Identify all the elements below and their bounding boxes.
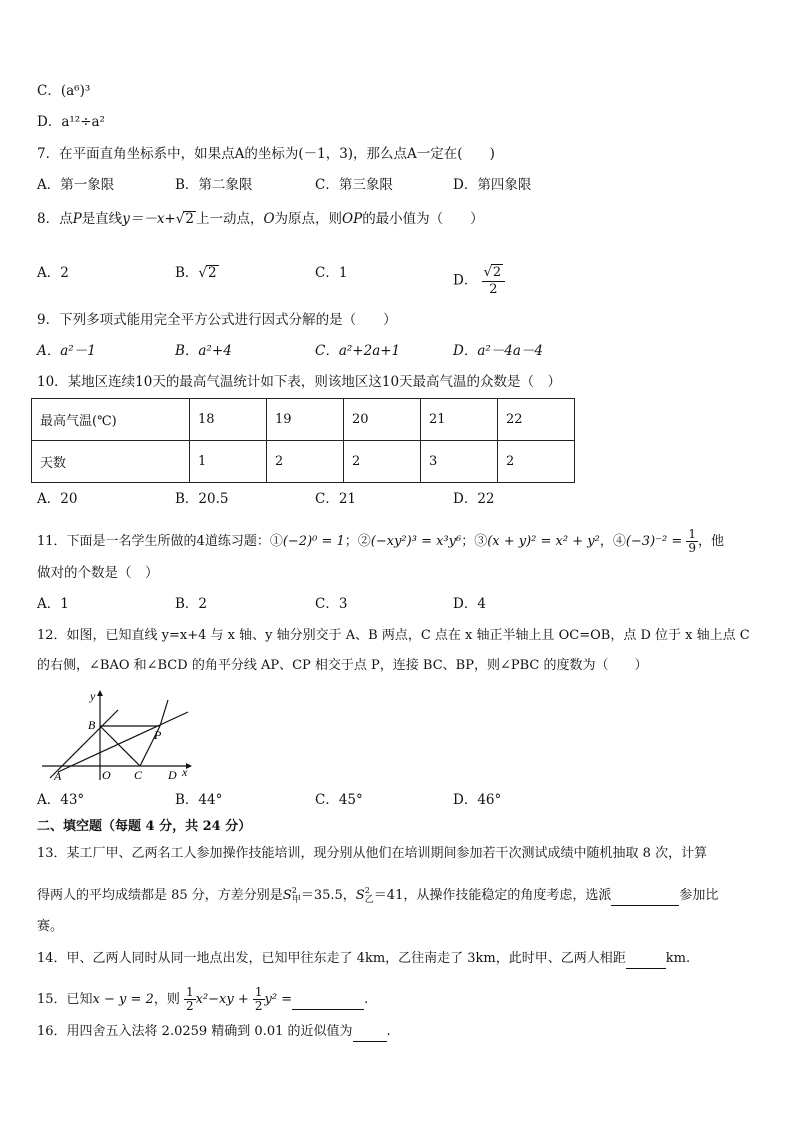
q14-stem: 14．甲、乙两人同时从同一地点出发，已知甲往东走了 4km，乙往南走了 3km，此时甲、乙两人相距 km.	[37, 950, 690, 969]
q6-option-d: D．a¹²÷a²	[37, 114, 105, 130]
q8-option-d: D． $\frac{√2}{2}$	[453, 264, 505, 298]
table-cell: 最高气温(℃)	[32, 399, 190, 441]
table-cell: 19	[267, 399, 344, 441]
q11-stem: 11．下面是一名学生所做的4道练习题：①(−2)⁰ = 1；②(−xy²)³ = x³y⁶；③(x + y)² = x² + y²，④(−3)⁻² = $\frac{1}{9}$ ，他	[37, 527, 725, 555]
q8-stem: 8．点P是直线y＝－x+√2 上一动点，O为原点，则OP的最小值为（ ）	[37, 211, 484, 227]
q11-option-d: D．4	[453, 596, 486, 612]
q12-option-d: D．46°	[453, 792, 502, 808]
q10-option-b: B．20.5	[175, 491, 229, 507]
q9-option-c: C．a²+2a+1	[315, 343, 401, 359]
section-heading: 二、填空题（每题 4 分，共 24 分）	[37, 819, 252, 834]
q8-option-c: C．1	[315, 265, 348, 281]
table-cell: 21	[421, 399, 498, 441]
q8-option-a: A．2	[37, 265, 69, 281]
q9-option-d: D．a²－4a－4	[453, 343, 544, 359]
q15-stem: 15．已知x − y = 2，则 $\frac{1}{2}$ x²−xy + $\frac{1}{2}$ y² = .	[37, 985, 369, 1013]
table-cell: 2	[498, 441, 575, 483]
label-c: C	[134, 768, 143, 782]
q10-option-c: C．21	[315, 491, 357, 507]
q10-option-d: D．22	[453, 491, 495, 507]
q7-option-c: C．第三象限	[315, 177, 393, 193]
line-ap	[58, 712, 188, 772]
y-axis-arrow	[97, 690, 103, 696]
label-d: D	[168, 768, 177, 782]
table-cell: 20	[344, 399, 421, 441]
q12-figure	[36, 686, 196, 784]
label-o: O	[102, 768, 111, 782]
q12-option-c: C．45°	[315, 792, 363, 808]
table-cell: 1	[190, 441, 267, 483]
label-a: A	[54, 769, 62, 783]
temperature-table	[31, 398, 575, 483]
q7-option-a: A．第一象限	[37, 177, 115, 193]
q9-option-b: B．a²+4	[175, 343, 232, 359]
segment-bc	[100, 726, 140, 766]
q12-stem-line1: 12．如图，已知直线 y=x+4 与 x 轴、y 轴分别交于 A、B 两点，C 点在 x 轴正半轴上且 OC=OB，点 D 位于 x 轴上点 C	[37, 628, 750, 643]
q7-stem: 7．在平面直角坐标系中，如果点A的坐标为(－1，3)，那么点A一定在( )	[37, 146, 495, 162]
q10-stem: 10．某地区连续10天的最高气温统计如下表，则该地区这10天最高气温的众数是（ ）	[37, 374, 562, 390]
table-cell: 2	[344, 441, 421, 483]
q12-option-b: B．44°	[175, 792, 223, 808]
table-row	[32, 441, 575, 483]
q12-stem-line2: 的右侧，∠BAO 和∠BCD 的角平分线 AP、CP 相交于点 P，连接 BC、BP，则∠PBC 的度数为（ ）	[37, 658, 648, 673]
label-p: P	[154, 728, 162, 742]
label-y: y	[90, 689, 96, 703]
table-row	[32, 399, 575, 441]
q7-option-b: B．第二象限	[175, 177, 253, 193]
q13-line2: 得两人的平均成绩都是 85 分，方差分别是$S^2_甲=35.5$，$S^2_乙=41$，从操作技能稳定的角度考虑，选派 参加比	[37, 886, 719, 905]
label-b: B	[88, 718, 96, 732]
q9-stem: 9．下列多项式能用完全平方公式进行因式分解的是（ ）	[37, 312, 397, 328]
q11-option-a: A．1	[37, 596, 69, 612]
table-cell: 18	[190, 399, 267, 441]
q10-option-a: A．20	[37, 491, 78, 507]
q9-option-a: A．a²－1	[37, 343, 96, 359]
q6-option-c: C．(a⁶)³	[37, 83, 91, 99]
q16-stem: 16．用四舍五入法将 2.0259 精确到 0.01 的近似值为 .	[37, 1023, 391, 1042]
q7-option-d: D．第四象限	[453, 177, 532, 193]
table-cell: 2	[267, 441, 344, 483]
q13-line1: 13．某工厂甲、乙两名工人参加操作技能培训，现分别从他们在培训期间参加若干次测试成绩中随机抽取 8 次，计算	[37, 846, 708, 861]
table-cell: 22	[498, 399, 575, 441]
q11-stem-cont: 做对的个数是（ ）	[37, 565, 159, 581]
q11-option-c: C．3	[315, 596, 348, 612]
q13-line3: 赛。	[37, 919, 64, 934]
q12-option-a: A．43°	[37, 792, 85, 808]
q8-option-b: B．√2	[175, 265, 217, 281]
q11-option-b: B．2	[175, 596, 208, 612]
label-x: x	[182, 765, 188, 779]
table-cell: 天数	[32, 441, 190, 483]
table-cell: 3	[421, 441, 498, 483]
